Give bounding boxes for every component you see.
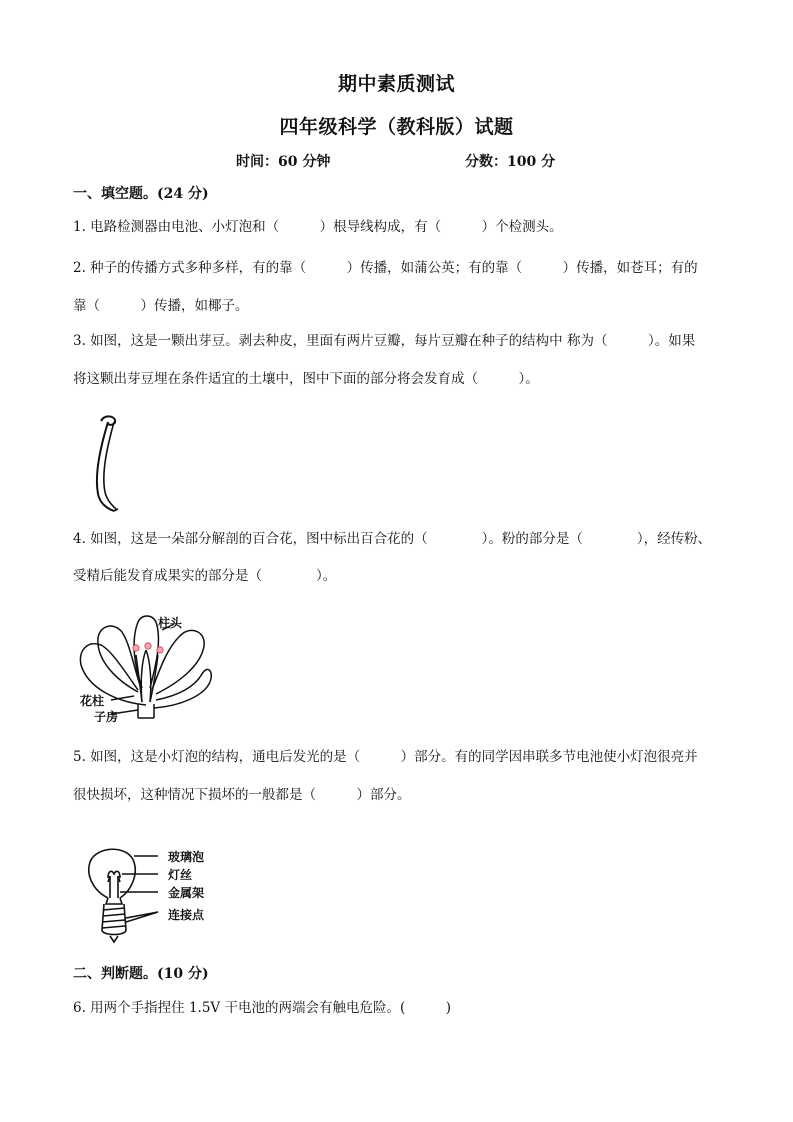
page-title: 期中素质测试: [337, 73, 455, 95]
sprouted-bean-figure: [84, 412, 134, 517]
question-4-line-1: 4. 如图，这是一朵部分解剖的百合花，图中标出百合花的（ ）。粉的部分是（ ），经传粉、: [73, 531, 712, 547]
question-2-line-2: 靠（ ）传播，如椰子。: [73, 298, 249, 314]
exam-score: 分数：100 分: [465, 154, 556, 170]
label-style: 花柱: [80, 694, 105, 708]
section-fill-heading: 一、填空题。(24 分): [73, 186, 209, 202]
question-3-line-1: 3. 如图，这是一颗出芽豆。剥去种皮，里面有两片豆瓣，每片豆瓣在种子的结构中 称为（ ）。如果: [73, 333, 696, 349]
question-1: 1. 电路检测器由电池、小灯泡和（ ）根导线构成，有（ ）个检测头。: [73, 219, 563, 235]
light-bulb-figure: [82, 838, 172, 948]
question-6: 6. 用两个手指捏住 1.5V 干电池的两端会有触电危险。( ): [73, 1000, 452, 1016]
page-subtitle: 四年级科学（教科版）试题: [279, 116, 514, 138]
label-ovary: 子房: [94, 710, 119, 724]
exam-time: 时间：60 分钟: [236, 154, 331, 170]
label-glass-bulb: 玻璃泡: [168, 850, 205, 864]
label-filament: 灯丝: [168, 868, 193, 882]
label-stigma: 柱头: [158, 616, 183, 630]
question-3-line-2: 将这颗出芽豆埋在条件适宜的土壤中，图中下面的部分将会发育成（ ）。: [73, 371, 539, 387]
question-5-line-1: 5. 如图，这是小灯泡的结构，通电后发光的是（ ）部分。有的同学因串联多节电池使小灯泡很亮并: [73, 749, 698, 765]
question-2-line-1: 2. 种子的传播方式多种多样，有的靠（ ）传播，如蒲公英；有的靠（ ）传播，如苍耳；有的: [73, 260, 698, 276]
label-metal-frame: 金属架: [168, 886, 205, 900]
section-judge-heading: 二、判断题。(10 分): [73, 966, 209, 982]
question-5-line-2: 很快损坏，这种情况下损坏的一般都是（ ）部分。: [73, 787, 411, 803]
question-4-line-2: 受精后能发育成果实的部分是（ ）。: [73, 568, 337, 584]
label-contact-point: 连接点: [168, 908, 205, 922]
